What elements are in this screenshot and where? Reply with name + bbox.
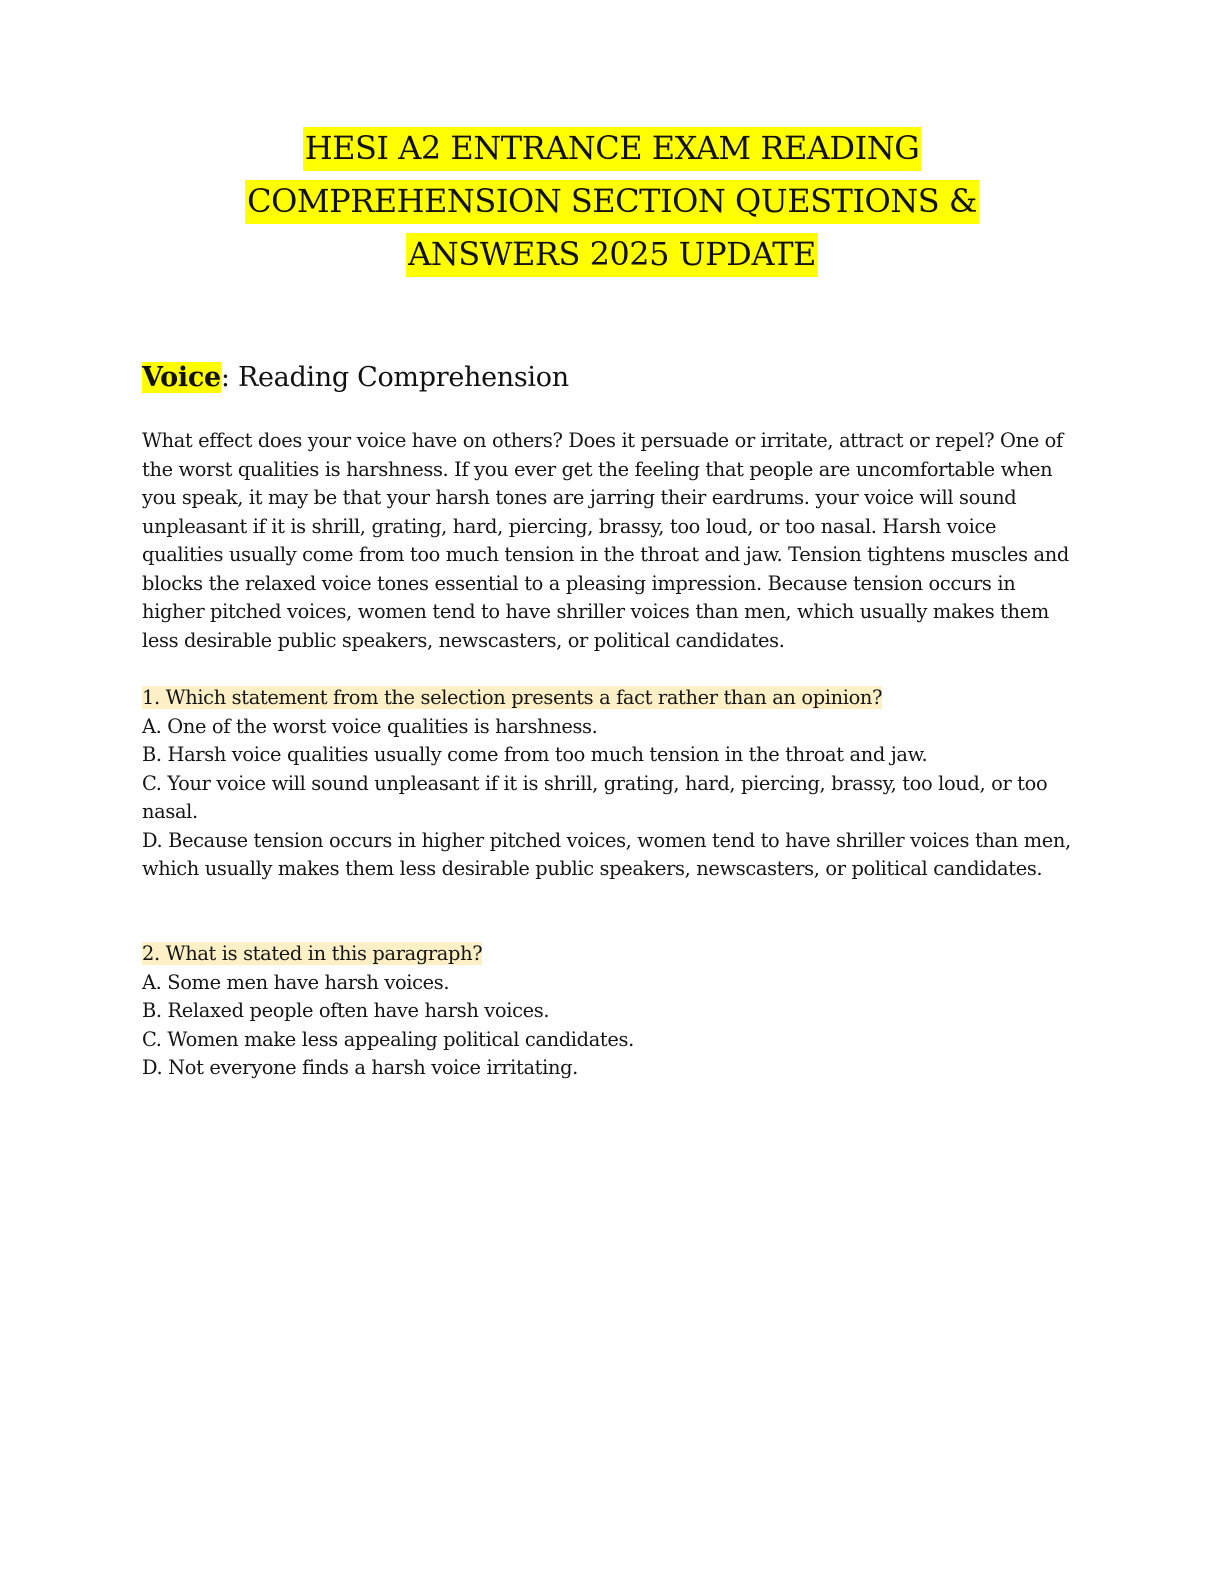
document-title xyxy=(150,122,1074,281)
title-line-1: HESI A2 ENTRANCE EXAM READING xyxy=(303,127,922,171)
question-2-option-d: D. Not everyone finds a harsh voice irritating. xyxy=(142,1056,578,1079)
question-1-option-b: B. Harsh voice qualities usually come from too much tension in the throat and jaw. xyxy=(142,743,928,766)
passage-paragraph: What effect does your voice have on others? Does it persuade or irritate, attract or repel? One of the worst qualities is harshness. If you ever get the feeling that people are uncomfortable when you speak, it may be that your harsh tones are jarring their eardrums. your voice will sound unpleasant if it is shrill, grating, hard, piercing, brassy, too loud, or too nasal. Harsh voice qualities usually come from too much tension in the throat and jaw. Tension tightens muscles and blocks the relaxed voice tones essential to a pleasing impression. Because tension occurs in higher pitched voices, women tend to have shriller voices than men, which usually makes them less desirable public speakers, newscasters, or political candidates. xyxy=(142,429,1069,652)
question-2-stem: 2. What is stated in this paragraph? xyxy=(142,942,483,965)
section-heading-key: Voice xyxy=(142,362,221,393)
question-1-option-c: C. Your voice will sound unpleasant if it is shrill, grating, hard, piercing, brassy, too loud, or too nasal. xyxy=(142,771,1048,823)
question-1-option-a: A. One of the worst voice qualities is harshness. xyxy=(142,714,598,738)
question-2-option-c: C. Women make less appealing political candidates. xyxy=(142,1027,634,1051)
question-1-option-d: D. Because tension occurs in higher pitched voices, women tend to have shriller voices than men, which usually makes them less desirable public speakers, newscasters, or political candidates. xyxy=(142,828,1071,880)
question-1 xyxy=(142,684,1072,884)
question-2-option-a: A. Some men have harsh voices. xyxy=(142,970,450,994)
question-1-stem: 1. Which statement from the selection presents a fact rather than an opinion? xyxy=(142,686,883,709)
section-heading-rest: : Reading Comprehension xyxy=(220,362,569,393)
title-line-2: COMPREHENSION SECTION QUESTIONS & xyxy=(245,180,979,224)
question-2 xyxy=(142,940,1072,1083)
question-2-option-b: B. Relaxed people often have harsh voices. xyxy=(142,999,550,1022)
title-line-3: ANSWERS 2025 UPDATE xyxy=(406,233,818,277)
section-heading xyxy=(142,358,569,398)
